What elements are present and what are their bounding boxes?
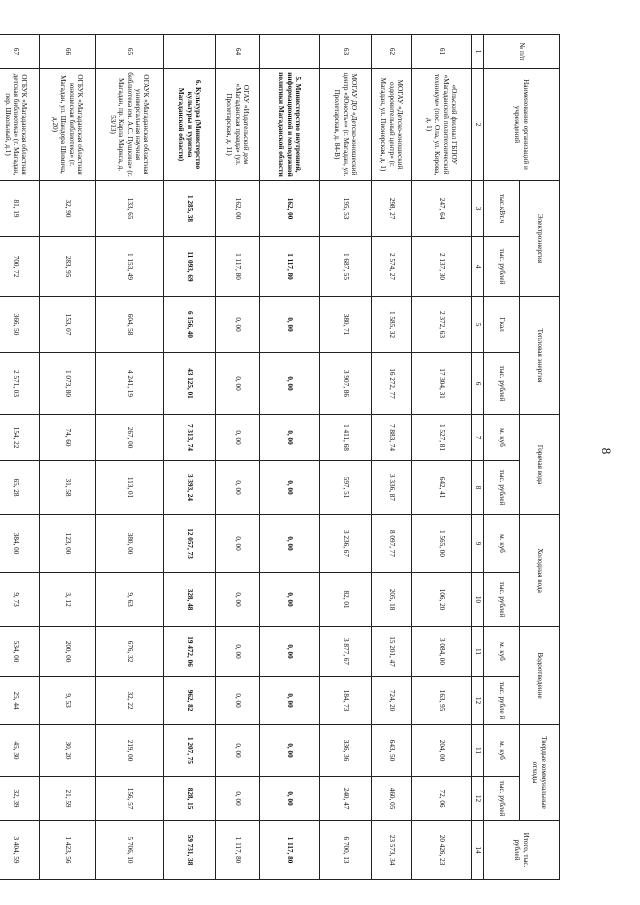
column-number: 7 [472,415,484,461]
cell-elec-rub: 11 093, 69 [164,237,216,297]
cell-waste-m3: 0, 00 [260,725,320,777]
cell-gcal: 380, 71 [320,297,372,353]
cell-sewer-m3: 0, 00 [260,627,320,677]
cell-total: 6 700, 13 [320,821,372,880]
unit-gcal: Гкал [484,297,520,353]
cell-num: 65 [96,35,164,69]
cell-sewer-m3: 676, 32 [96,627,164,677]
unit-waste-m3: м. куб [484,725,520,777]
cell-gcal: 366, 50 [0,297,40,353]
cell-sewer-m3: 3 877, 67 [320,627,372,677]
column-number: 8 [472,461,484,515]
cell-cold-rub: 0, 00 [260,573,320,627]
table-row [96,35,164,880]
cell-num: 67 [0,35,40,69]
table-row [164,35,216,880]
cell-elec-rub: 1 117, 80 [260,237,320,297]
cell-sewer-m3: 3 084, 00 [412,627,472,677]
cell-sewer-m3: 19 472, 06 [164,627,216,677]
cell-kwh: 298, 27 [372,181,412,237]
table-row [412,35,472,880]
cell-waste-m3: 204, 00 [412,725,472,777]
cell-heat-rub: 43 125, 01 [164,353,216,415]
cell-total: 20 426, 23 [412,821,472,880]
cell-heat-rub: 1 073, 80 [40,353,96,415]
header-org: Наименование организаций и учреждений [484,69,560,181]
table-row [320,35,372,880]
cell-waste-rub: 240, 47 [320,777,372,821]
header-cold-water: Холодная вода [520,515,560,627]
column-number: 4 [472,237,484,297]
cell-heat-rub: 0, 00 [216,353,260,415]
cell-total: 1 117, 80 [216,821,260,880]
cell-elec-rub: 2 574, 27 [372,237,412,297]
cell-waste-rub: 32, 39 [0,777,40,821]
cell-cold-rub: 328, 48 [164,573,216,627]
cell-name: 6. Культура (Министерство культуры и туризма Магаданской области) [164,69,216,181]
unit-cold-m3: м. куб [484,515,520,573]
cell-elec-rub: 1 153, 49 [96,237,164,297]
cell-num: 63 [320,35,372,69]
cell-cold-rub: 0, 00 [216,573,260,627]
cell-gcal: 604, 58 [96,297,164,353]
rotated-table [3,34,560,879]
cell-cold-m3: 123, 00 [40,515,96,573]
cell-hot-rub: 113, 01 [96,461,164,515]
cell-hot-m3: 7 313, 74 [164,415,216,461]
cell-hot-m3: 154, 22 [0,415,40,461]
cell-waste-m3: 643, 50 [372,725,412,777]
cell-kwh: 81, 19 [0,181,40,237]
cell-cold-rub: 205, 18 [372,573,412,627]
column-number: 9 [472,515,484,573]
header-hot-water: Горячая вода [520,415,560,515]
column-number: 12 [472,677,484,725]
cell-name: МОГАУ «Детско-юношеский оздоровительный центр» (г. Магадан, ул. Пионерская, д. 1) [372,69,412,181]
cell-sewer-m3: 0, 00 [216,627,260,677]
cell-hot-rub: 65, 28 [0,461,40,515]
page-number: 8 [599,447,614,455]
cell-hot-m3: 267, 00 [96,415,164,461]
cell-sewer-rub: 32, 22 [96,677,164,725]
cell-gcal: 2 372, 63 [412,297,472,353]
cell-elec-rub: 2 137, 30 [412,237,472,297]
column-number: 14 [472,821,484,880]
cell-sewer-rub: 9, 53 [40,677,96,725]
column-number: 1 [472,35,484,69]
cell-cold-m3: 8 097, 77 [372,515,412,573]
cell-name: ОГБУК «Магаданская областная детская библиотека» (г. Магадан, пер. Школьный, д.1) [0,69,40,181]
cell-num [164,35,216,69]
table-row [0,35,40,880]
cell-sewer-rub: 0, 00 [260,677,320,725]
cell-name: ОГАУ «Издательский дом «Магаданская правда» (ул. Пролетарская, д. 11) [216,69,260,181]
cell-waste-m3: 336, 36 [320,725,372,777]
unit-elec-rub: тыс. рублей [484,237,520,297]
cell-sewer-rub: 0, 00 [216,677,260,725]
cell-elec-rub: 283, 95 [40,237,96,297]
cell-name: «Ольский филиал ГБПОУ «Магаданский политехнический техникум» (пос. Ола, ул. Кирова, д. 1) [412,69,472,181]
cell-hot-rub: 3 393, 24 [164,461,216,515]
cell-hot-m3: 0, 00 [216,415,260,461]
cell-heat-rub: 17 304, 31 [412,353,472,415]
column-number: 3 [472,181,484,237]
header-electricity: Электроэнергия [520,181,560,297]
cell-sewer-rub: 163, 95 [412,677,472,725]
cell-kwh: 247, 64 [412,181,472,237]
cell-cold-m3: 0, 00 [260,515,320,573]
cell-kwh: 162, 00 [216,181,260,237]
cell-num: 61 [412,35,472,69]
unit-hot-rub: тыс. рублей [484,461,520,515]
table-row [372,35,412,880]
unit-cold-rub: тыс. рублей [484,573,520,627]
cell-total: 1 423, 56 [40,821,96,880]
cell-kwh: 133, 65 [96,181,164,237]
cell-hot-rub: 31, 58 [40,461,96,515]
cell-total: 3 404, 59 [0,821,40,880]
cell-total: 23 573, 34 [372,821,412,880]
header-sewerage: Водоотведение [520,627,560,725]
cell-hot-rub: 642, 41 [412,461,472,515]
header-total: Итого, тыс. рублей [484,821,560,880]
cell-cold-rub: 82, 01 [320,573,372,627]
cell-kwh: 1 285, 38 [164,181,216,237]
cell-heat-rub: 3 907, 86 [320,353,372,415]
cell-hot-rub: 0, 00 [260,461,320,515]
cell-cold-m3: 380, 00 [96,515,164,573]
cell-elec-rub: 700, 72 [0,237,40,297]
unit-kwh: тыс.кВт.ч [484,181,520,237]
cell-cold-rub: 3, 12 [40,573,96,627]
column-number: 12 [472,777,484,821]
unit-sewer-rub: тыс. рубле й [484,677,520,725]
cell-heat-rub: 4 241, 19 [96,353,164,415]
cell-waste-rub: 72, 06 [412,777,472,821]
cell-waste-rub: 156, 57 [96,777,164,821]
cell-heat-rub: 0, 00 [260,353,320,415]
table-row [216,35,260,880]
cell-cold-rub: 9, 73 [0,573,40,627]
cell-elec-rub: 1 117, 80 [216,237,260,297]
cell-cold-m3: 384, 00 [0,515,40,573]
cell-sewer-m3: 15 201, 47 [372,627,412,677]
column-number: 6 [472,353,484,415]
cell-cold-m3: 3 236, 67 [320,515,372,573]
cell-total: 1 117, 80 [260,821,320,880]
cell-gcal: 0, 00 [260,297,320,353]
cell-cold-rub: 9, 63 [96,573,164,627]
cell-hot-m3: 1 527, 81 [412,415,472,461]
cell-heat-rub: 2 571, 03 [0,353,40,415]
cell-kwh: 162, 00 [260,181,320,237]
cell-num [260,35,320,69]
cell-gcal: 6 156, 40 [164,297,216,353]
cell-kwh: 32, 90 [40,181,96,237]
column-number-row [472,35,484,880]
cell-num: 66 [40,35,96,69]
cell-hot-rub: 3 336, 87 [372,461,412,515]
cell-sewer-rub: 962, 82 [164,677,216,725]
cell-waste-rub: 828, 15 [164,777,216,821]
cell-total: 59 731, 38 [164,821,216,880]
table-container [3,34,560,879]
utilities-table [0,34,560,880]
cell-cold-rub: 106, 20 [412,573,472,627]
column-number: 5 [472,297,484,353]
unit-hot-m3: м. куб [484,415,520,461]
cell-waste-m3: 1 207, 75 [164,725,216,777]
header-waste: Твердые коммунальные отходы [520,725,560,821]
cell-sewer-rub: 25, 44 [0,677,40,725]
table-row [40,35,96,880]
cell-sewer-rub: 724, 20 [372,677,412,725]
cell-gcal: 1 585, 32 [372,297,412,353]
cell-gcal: 153, 07 [40,297,96,353]
cell-sewer-rub: 184, 73 [320,677,372,725]
cell-name: 5. Министерство внутренней, информационной и молодежной политики Магаданской области [260,69,320,181]
cell-waste-m3: 30, 20 [40,725,96,777]
cell-waste-rub: 0, 00 [216,777,260,821]
unit-waste-rub: тыс. рублей [484,777,520,821]
cell-hot-m3: 1 411, 68 [320,415,372,461]
cell-name: МОГАУ ДО «Детско-юношеский центр «Юность»» (г. Магадан, ул. Пролетарская, д. 84-В) [320,69,372,181]
column-number: 10 [472,573,484,627]
cell-num: 64 [216,35,260,69]
cell-name: ОГБУК «Магаданская областная юношеская библиотека» (г. Магадан, ул. Шандора Шимича, д.20) [40,69,96,181]
unit-sewer-m3: м. куб [484,627,520,677]
cell-waste-m3: 0, 00 [216,725,260,777]
cell-sewer-m3: 200, 00 [40,627,96,677]
cell-waste-m3: 219, 00 [96,725,164,777]
cell-hot-m3: 0, 00 [260,415,320,461]
cell-waste-rub: 0, 00 [260,777,320,821]
cell-cold-m3: 12 057, 73 [164,515,216,573]
cell-cold-m3: 1 565, 00 [412,515,472,573]
cell-hot-rub: 0, 00 [216,461,260,515]
column-number: 2 [472,69,484,181]
cell-name: ОГАУК «Магаданская областная универсальная научная библиотека им. А.С. Пушкина» (г. Магадан, пр. Карла Маркса, д. 53/13) [96,69,164,181]
cell-hot-m3: 7 883, 74 [372,415,412,461]
cell-hot-rub: 597, 51 [320,461,372,515]
cell-sewer-m3: 534, 00 [0,627,40,677]
cell-elec-rub: 1 687, 55 [320,237,372,297]
cell-waste-m3: 45, 30 [0,725,40,777]
cell-waste-rub: 460, 05 [372,777,412,821]
cell-heat-rub: 16 272, 77 [372,353,412,415]
cell-hot-m3: 74, 60 [40,415,96,461]
column-number: 11 [472,725,484,777]
cell-total: 5 706, 10 [96,821,164,880]
column-number: 11 [472,627,484,677]
header-heat: Тепловая энергия [520,297,560,415]
cell-num: 62 [372,35,412,69]
cell-gcal: 0, 00 [216,297,260,353]
cell-waste-rub: 21, 59 [40,777,96,821]
unit-heat-rub: тыс. рублей [484,353,520,415]
cell-kwh: 195, 53 [320,181,372,237]
cell-cold-m3: 0, 00 [216,515,260,573]
header-num: № п/п [484,35,560,69]
table-row [260,35,320,880]
